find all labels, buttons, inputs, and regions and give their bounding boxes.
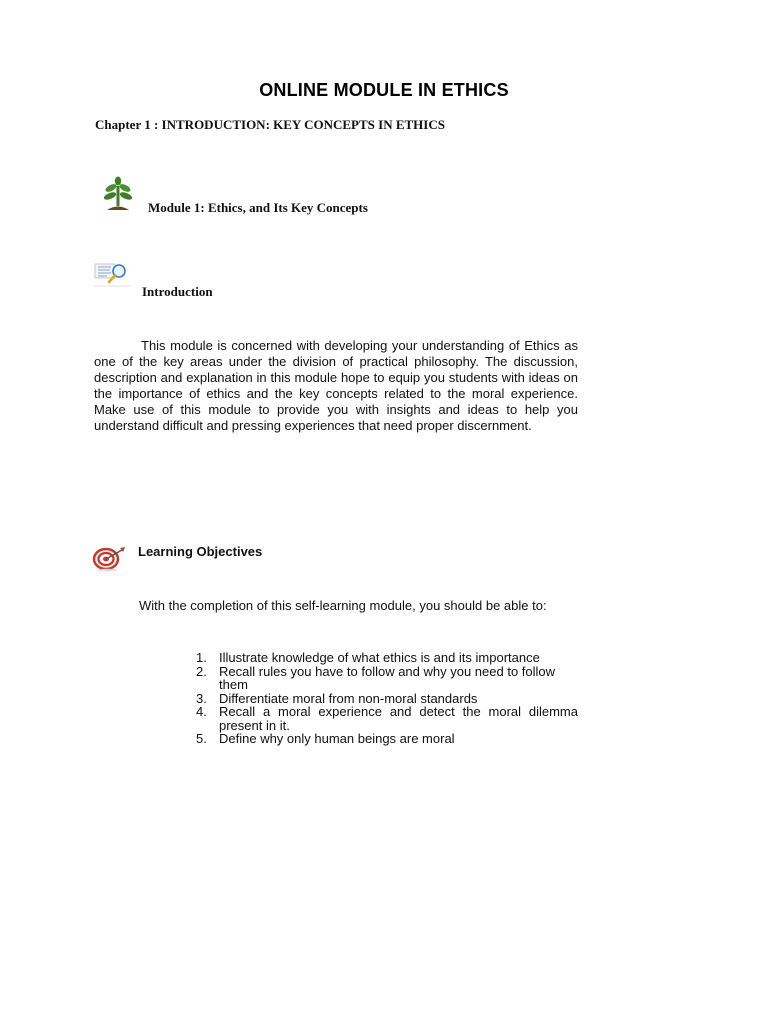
chapter-heading: Chapter 1 : INTRODUCTION: KEY CONCEPTS IN ETHICS: [95, 117, 445, 132]
objective-number: 4.: [196, 704, 207, 719]
target-icon: [91, 545, 127, 572]
introduction-heading: Introduction: [142, 284, 213, 299]
introduction-paragraph-text: This module is concerned with developing your understanding of Ethics as one of the key areas under the division of practical philosophy. The discussion, description and explanation in this module hope to equip you students with ideas on the importance of ethics and the key concepts related to the moral experience. Make use of this module to provide you with insights and ideas to help you understand difficult and pressing experiences that need proper discernment.: [94, 338, 578, 433]
objective-number: 5.: [196, 731, 207, 746]
module-title: Module 1: Ethics, and Its Key Concepts: [148, 200, 368, 215]
objective-number: 1.: [196, 650, 207, 665]
introduction-paragraph: [94, 338, 578, 434]
objective-item-4: [196, 705, 578, 732]
magnifier-document-icon: [93, 262, 133, 290]
objective-text: Illustrate knowledge of what ethics is and its importance: [219, 650, 540, 665]
objective-number: 3.: [196, 690, 207, 706]
objective-text: Recall rules you have to follow and why you need to follow them: [219, 663, 556, 692]
objective-item-5: [196, 732, 578, 746]
objective-item-3: [196, 692, 578, 706]
learning-objectives-intro: With the completion of this self-learning module, you should be able to:: [139, 598, 547, 613]
plant-icon: [102, 176, 134, 212]
objective-number: 2.: [196, 663, 207, 679]
objectives-list: [196, 651, 578, 746]
objective-item-2: [196, 665, 578, 692]
objective-text: Differentiate moral from non-moral standards: [219, 690, 478, 706]
objective-text: Define why only human beings are moral: [219, 731, 455, 746]
objective-text: Recall a moral experience and detect the moral dilemma present in it.: [219, 704, 578, 733]
objective-item-1: [196, 651, 578, 665]
learning-objectives-heading: Learning Objectives: [138, 544, 263, 559]
document-title: ONLINE MODULE IN ETHICS: [259, 80, 509, 100]
